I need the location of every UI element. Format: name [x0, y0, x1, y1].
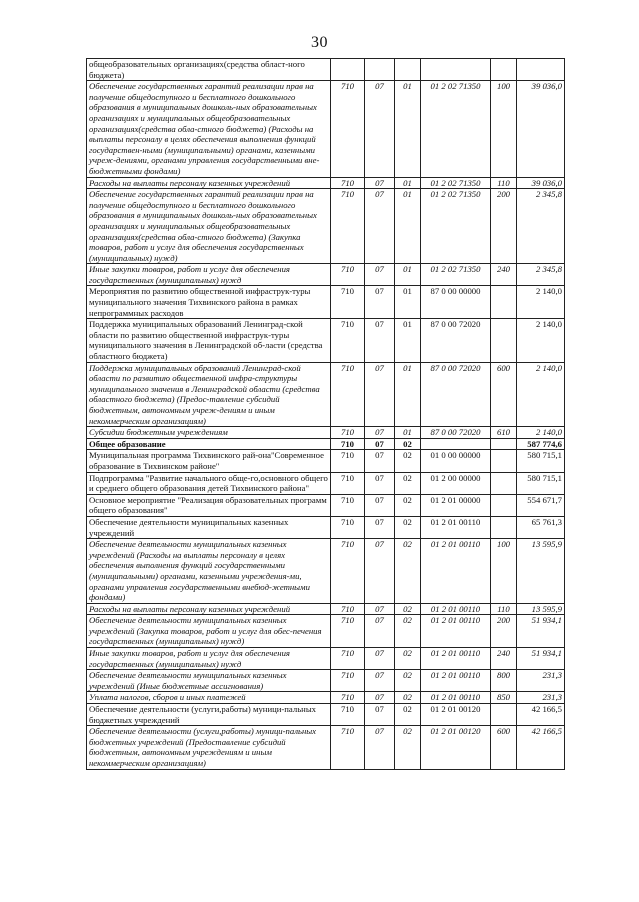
section-cell: 07	[365, 670, 395, 692]
table-row	[87, 648, 565, 670]
amount-cell: 13 595,9	[517, 603, 565, 615]
expense-type-cell: 610	[491, 427, 517, 439]
section-cell: 07	[365, 704, 395, 726]
target-article-cell: 01 2 01 00110	[421, 615, 491, 648]
amount-cell: 2 140,0	[517, 286, 565, 319]
description-cell: Обеспечение государственных гарантий реализации прав на получение общедоступного и бесплатного дошкольного образования в муниципальных дошколь-ных образовательных организациях и муниципальных общеобразовательных организациях(средства обла-стного бюджета) (Закупка товаров, работ и услуг для обеспечения государственных (муниципальных) нужд)	[87, 189, 331, 264]
subsection-cell: 02	[395, 692, 421, 704]
section-cell: 07	[365, 427, 395, 439]
amount-cell: 13 595,9	[517, 539, 565, 604]
description-cell: Субсидии бюджетным учреждениям	[87, 427, 331, 439]
amount-cell	[517, 59, 565, 81]
target-article-cell: 01 2 01 00120	[421, 726, 491, 769]
description-cell: Поддержка муниципальных образований Ленинград-ской области по развитию общественной инфраструк-туры муниципального значения в Ленинградской об-ласти (средства областного бюджета)	[87, 319, 331, 362]
target-article-cell: 01 2 01 00000	[421, 494, 491, 516]
subsection-cell	[395, 59, 421, 81]
target-article-cell: 01 2 01 00110	[421, 516, 491, 538]
subsection-cell: 01	[395, 286, 421, 319]
subsection-cell: 02	[395, 603, 421, 615]
ministry-code-cell: 710	[331, 615, 365, 648]
description-cell: общеобразовательных организациях(средства област-ного бюджета)	[87, 59, 331, 81]
table-row	[87, 189, 565, 264]
subsection-cell: 01	[395, 362, 421, 427]
target-article-cell: 01 2 02 71350	[421, 177, 491, 189]
table-row	[87, 615, 565, 648]
table-row	[87, 450, 565, 472]
ministry-code-cell: 710	[331, 726, 365, 769]
table-row	[87, 438, 565, 450]
expense-type-cell	[491, 472, 517, 494]
amount-cell: 580 715,1	[517, 450, 565, 472]
ministry-code-cell: 710	[331, 177, 365, 189]
description-cell: Обеспечение деятельности муниципальных казенных учреждений (Расходы на выплаты персоналу в целях обеспечения выполнения функций государственными (муниципальными) органами, казенными учреждения-ми, органами управления государственными внебюд-жетными фондами)	[87, 539, 331, 604]
table-row	[87, 516, 565, 538]
section-cell: 07	[365, 539, 395, 604]
expense-type-cell	[491, 516, 517, 538]
subsection-cell: 02	[395, 450, 421, 472]
expense-type-cell: 600	[491, 362, 517, 427]
section-cell: 07	[365, 603, 395, 615]
expense-type-cell: 110	[491, 603, 517, 615]
table-row	[87, 726, 565, 769]
expense-type-cell	[491, 450, 517, 472]
expense-type-cell: 100	[491, 539, 517, 604]
table-row	[87, 603, 565, 615]
ministry-code-cell: 710	[331, 539, 365, 604]
section-cell: 07	[365, 362, 395, 427]
description-cell: Поддержка муниципальных образований Ленинград-ской области по развитию общественной инфра-структуры муниципального значения в Ленинградской области (средства областного бюджета) (Предос-тавление субсидий бюджетным, автономным учреж-дениям и иным некоммерческим организациям)	[87, 362, 331, 427]
table-row	[87, 692, 565, 704]
expense-type-cell: 110	[491, 177, 517, 189]
amount-cell: 39 036,0	[517, 81, 565, 177]
amount-cell: 580 715,1	[517, 472, 565, 494]
ministry-code-cell: 710	[331, 81, 365, 177]
subsection-cell: 02	[395, 704, 421, 726]
amount-cell: 554 671,7	[517, 494, 565, 516]
description-cell: Основное мероприятие "Реализация образовательных программ общего образования"	[87, 494, 331, 516]
expense-type-cell: 850	[491, 692, 517, 704]
target-article-cell: 87 0 00 72020	[421, 319, 491, 362]
section-cell: 07	[365, 692, 395, 704]
section-cell: 07	[365, 516, 395, 538]
subsection-cell: 02	[395, 539, 421, 604]
description-cell: Иные закупки товаров, работ и услуг для обеспечения государственных (муниципальных) нужд	[87, 264, 331, 286]
amount-cell: 2 345,8	[517, 189, 565, 264]
target-article-cell: 01 2 02 71350	[421, 264, 491, 286]
expense-type-cell: 240	[491, 264, 517, 286]
amount-cell: 2 140,0	[517, 427, 565, 439]
amount-cell: 51 934,1	[517, 615, 565, 648]
amount-cell: 231,3	[517, 670, 565, 692]
ministry-code-cell: 710	[331, 648, 365, 670]
target-article-cell: 01 2 00 00000	[421, 472, 491, 494]
section-cell: 07	[365, 494, 395, 516]
amount-cell: 587 774,6	[517, 438, 565, 450]
ministry-code-cell: 710	[331, 427, 365, 439]
target-article-cell: 87 0 00 72020	[421, 362, 491, 427]
table-row	[87, 704, 565, 726]
section-cell: 07	[365, 450, 395, 472]
description-cell: Обеспечение деятельности муниципальных казенных учреждений (Иные бюджетные ассигнования)	[87, 670, 331, 692]
target-article-cell: 01 2 01 00110	[421, 603, 491, 615]
description-cell: Общее образование	[87, 438, 331, 450]
section-cell: 07	[365, 438, 395, 450]
target-article-cell: 01 2 01 00110	[421, 648, 491, 670]
section-cell: 07	[365, 615, 395, 648]
description-cell: Уплата налогов, сборов и иных платежей	[87, 692, 331, 704]
target-article-cell: 01 2 01 00120	[421, 704, 491, 726]
amount-cell: 2 140,0	[517, 319, 565, 362]
budget-table	[86, 58, 565, 770]
description-cell: Расходы на выплаты персоналу казенных учреждений	[87, 603, 331, 615]
subsection-cell: 02	[395, 670, 421, 692]
expense-type-cell: 200	[491, 189, 517, 264]
table-row	[87, 286, 565, 319]
ministry-code-cell: 710	[331, 264, 365, 286]
target-article-cell: 01 2 01 00110	[421, 692, 491, 704]
description-cell: Обеспечение государственных гарантий реализации прав на получение общедоступного и бесплатного дошкольного образования в муниципальных дошколь-ных образовательных организациях и муниципальных общеобразовательных организациях(средства обла-стного бюджета) (Расходы на выплаты персоналу в целях обеспечения выполнения функций государствен-ными (муниципальными) органами, казенными учреж-дениями, органами управления государственными вне-бюджетными фондами)	[87, 81, 331, 177]
expense-type-cell	[491, 438, 517, 450]
expense-type-cell	[491, 286, 517, 319]
ministry-code-cell: 710	[331, 438, 365, 450]
subsection-cell: 01	[395, 81, 421, 177]
ministry-code-cell: 710	[331, 704, 365, 726]
section-cell: 07	[365, 264, 395, 286]
subsection-cell: 01	[395, 177, 421, 189]
ministry-code-cell: 710	[331, 362, 365, 427]
target-article-cell: 87 0 00 72020	[421, 427, 491, 439]
target-article-cell	[421, 438, 491, 450]
section-cell: 07	[365, 648, 395, 670]
page-number: 30	[311, 34, 328, 51]
expense-type-cell: 600	[491, 726, 517, 769]
table-row	[87, 264, 565, 286]
ministry-code-cell: 710	[331, 472, 365, 494]
table-row	[87, 319, 565, 362]
section-cell	[365, 59, 395, 81]
subsection-cell: 01	[395, 264, 421, 286]
subsection-cell: 01	[395, 427, 421, 439]
amount-cell: 231,3	[517, 692, 565, 704]
table-row	[87, 59, 565, 81]
amount-cell: 2 345,8	[517, 264, 565, 286]
subsection-cell: 02	[395, 494, 421, 516]
description-cell: Обеспечение деятельности муниципальных казенных учреждений	[87, 516, 331, 538]
table-row	[87, 494, 565, 516]
amount-cell: 51 934,1	[517, 648, 565, 670]
table-row	[87, 81, 565, 177]
expense-type-cell	[491, 319, 517, 362]
description-cell: Расходы на выплаты персоналу казенных учреждений	[87, 177, 331, 189]
description-cell: Иные закупки товаров, работ и услуг для обеспечения государственных (муниципальных) нужд	[87, 648, 331, 670]
ministry-code-cell: 710	[331, 319, 365, 362]
ministry-code-cell	[331, 59, 365, 81]
description-cell: Муниципальная программа Тихвинского рай-она"Современное образование в Тихвинском районе"	[87, 450, 331, 472]
target-article-cell: 01 2 02 71350	[421, 81, 491, 177]
expense-type-cell	[491, 494, 517, 516]
subsection-cell: 02	[395, 516, 421, 538]
table-row	[87, 362, 565, 427]
ministry-code-cell: 710	[331, 692, 365, 704]
ministry-code-cell: 710	[331, 286, 365, 319]
table-row	[87, 177, 565, 189]
table-row	[87, 427, 565, 439]
subsection-cell: 02	[395, 438, 421, 450]
target-article-cell: 87 0 00 00000	[421, 286, 491, 319]
expense-type-cell: 100	[491, 81, 517, 177]
ministry-code-cell: 710	[331, 603, 365, 615]
expense-type-cell	[491, 59, 517, 81]
description-cell: Обеспечение деятельности (услуги,работы) муници-пальных бюджетных учреждений	[87, 704, 331, 726]
subsection-cell: 02	[395, 726, 421, 769]
subsection-cell: 01	[395, 319, 421, 362]
expense-type-cell: 240	[491, 648, 517, 670]
subsection-cell: 02	[395, 472, 421, 494]
description-cell: Обеспечение деятельности (услуги,работы) муници-пальных бюджетных учреждений (Предоставление субсидий бюджетным, автономным учреждениям и иным некоммерческим организациям)	[87, 726, 331, 769]
amount-cell: 39 036,0	[517, 177, 565, 189]
section-cell: 07	[365, 319, 395, 362]
subsection-cell: 01	[395, 189, 421, 264]
target-article-cell: 01 2 01 00110	[421, 670, 491, 692]
table-row	[87, 472, 565, 494]
amount-cell: 42 166,5	[517, 704, 565, 726]
subsection-cell: 02	[395, 615, 421, 648]
section-cell: 07	[365, 472, 395, 494]
amount-cell: 65 761,3	[517, 516, 565, 538]
ministry-code-cell: 710	[331, 189, 365, 264]
section-cell: 07	[365, 286, 395, 319]
ministry-code-cell: 710	[331, 670, 365, 692]
ministry-code-cell: 710	[331, 516, 365, 538]
expense-type-cell	[491, 704, 517, 726]
table-row	[87, 670, 565, 692]
description-cell: Подпрограмма "Развитие начального обще-го,основного общего и среднего общего образования детей Тихвинского района"	[87, 472, 331, 494]
expense-type-cell: 200	[491, 615, 517, 648]
section-cell: 07	[365, 189, 395, 264]
section-cell: 07	[365, 726, 395, 769]
subsection-cell: 02	[395, 648, 421, 670]
amount-cell: 42 166,5	[517, 726, 565, 769]
expense-type-cell: 800	[491, 670, 517, 692]
ministry-code-cell: 710	[331, 450, 365, 472]
target-article-cell: 01 0 00 00000	[421, 450, 491, 472]
table-row	[87, 539, 565, 604]
amount-cell: 2 140,0	[517, 362, 565, 427]
description-cell: Обеспечение деятельности муниципальных казенных учреждений (Закупка товаров, работ и услуг для обес-печения государственных (муниципальных) нужд)	[87, 615, 331, 648]
ministry-code-cell: 710	[331, 494, 365, 516]
target-article-cell	[421, 59, 491, 81]
description-cell: Мероприятия по развитию общественной инфраструк-туры муниципального значения Тихвинского района в рамках непрограммных расходов	[87, 286, 331, 319]
target-article-cell: 01 2 01 00110	[421, 539, 491, 604]
section-cell: 07	[365, 81, 395, 177]
section-cell: 07	[365, 177, 395, 189]
target-article-cell: 01 2 02 71350	[421, 189, 491, 264]
